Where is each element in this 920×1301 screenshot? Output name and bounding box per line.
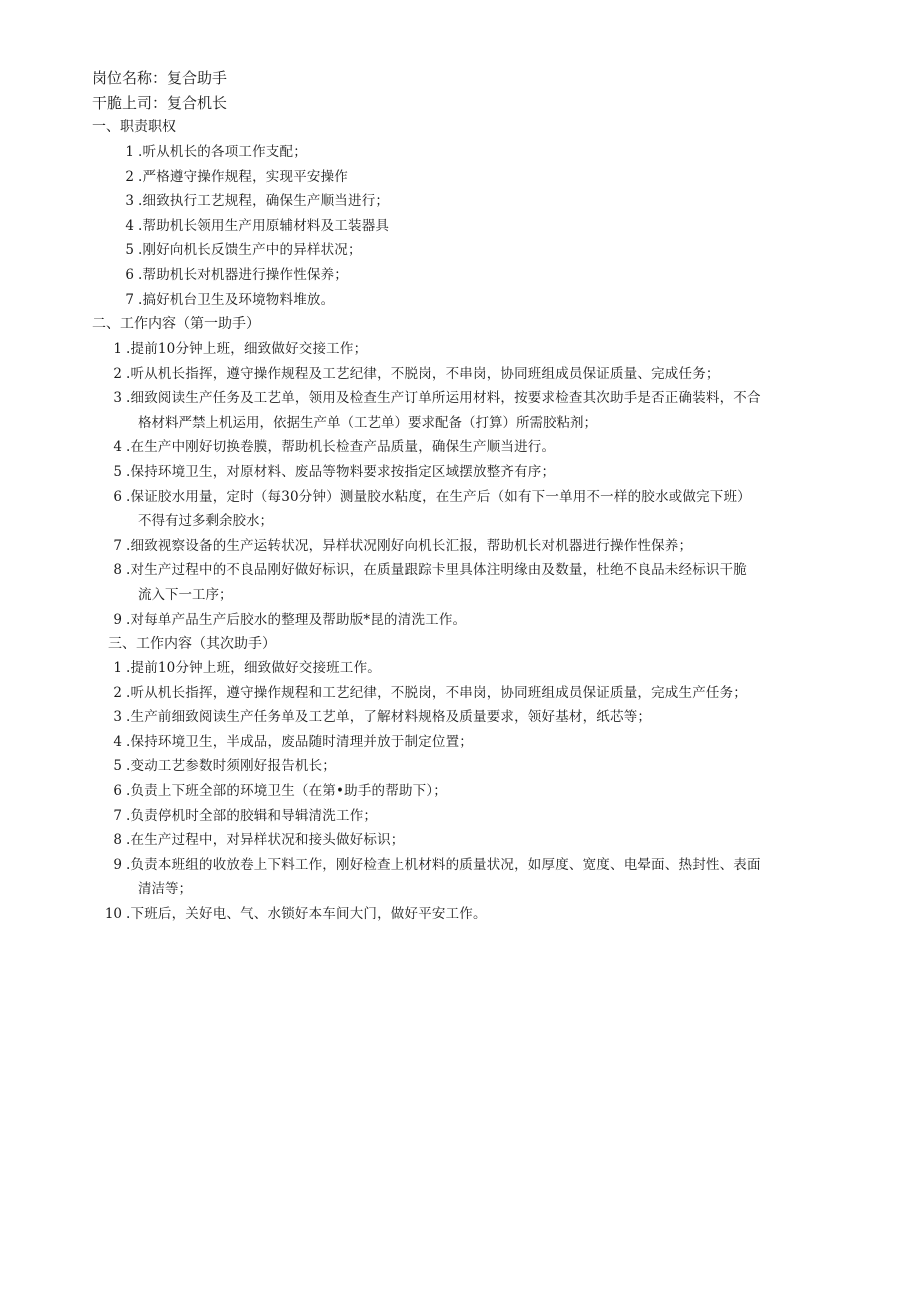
item-number: 2	[113, 684, 122, 701]
list-item	[90, 779, 850, 804]
item-text: .对每单产品生产后胶水的整理及帮助版*昆的清洗工作。	[126, 611, 467, 628]
list-item	[100, 288, 860, 313]
item-text: .负责上下班全部的环境卫生（在第•助手的帮助下）；	[126, 783, 448, 799]
list-item	[90, 853, 850, 878]
item-text: .听从机长指挥，遵守操作规程及工艺纪律，不脱岗，不串岗，协同班组成员保证质量、完成任务；	[126, 365, 720, 382]
item-number: 6	[113, 783, 122, 799]
item-number: 4	[113, 439, 122, 456]
item-text: .细致执行工艺规程，确保生产顺当进行；	[138, 193, 390, 210]
item-text-continuation: 清洁等；	[138, 881, 192, 898]
list-item	[90, 705, 850, 730]
list-item	[90, 902, 850, 927]
item-text: .细致阅读生产任务及工艺单，领用及检查生产订单所运用材料，按要求检查其次助手是否正确装料，不合	[126, 390, 761, 407]
list-item	[100, 238, 860, 263]
item-text-continuation: 流入下一工序；	[138, 587, 233, 603]
item-text-continuation: 不得有过多剩余胶水；	[138, 513, 273, 530]
item-number: 2	[113, 365, 122, 382]
item-number: 7	[113, 807, 122, 824]
item-text: .生产前细致阅读生产任务单及工艺单，了解材料规格及质量要求，领好基材，纸芯等；	[126, 709, 652, 726]
list-item	[90, 337, 850, 362]
item-text: .严格遵守操作规程，实现平安操作	[138, 168, 348, 185]
list-item	[90, 754, 850, 779]
item-text: .保持环境卫生，半成品，废品随时清理并放于制定位置；	[126, 733, 473, 750]
item-number: 8	[113, 562, 122, 579]
item-number: 5	[113, 758, 122, 775]
list-item	[90, 362, 850, 387]
item-number: 2	[125, 168, 134, 185]
item-text: .下班后，关好电、气、水锁好本车间大门，做好平安工作。	[126, 906, 487, 922]
item-number: 5	[113, 464, 122, 480]
position-name-line	[92, 68, 227, 88]
item-text: .在生产过程中，对异样状况和接头做好标识；	[126, 832, 405, 849]
list-item	[100, 140, 860, 165]
item-number: 7	[125, 291, 134, 308]
item-number: 1	[113, 660, 122, 676]
item-number: 3	[113, 390, 122, 407]
item-text: .听从机长指挥，遵守操作规程和工艺纪律，不脱岗，不串岗，协同班组成员保证质量，完成生产任务；	[126, 684, 747, 701]
item-text: .提前10分钟上班，细致做好交接工作；	[126, 341, 368, 357]
item-number: 9	[113, 856, 122, 873]
item-text: .刚好向机长反馈生产中的异样状况；	[138, 242, 362, 259]
position-value: 复合助手	[167, 69, 228, 87]
item-text: .帮助机长对机器进行操作性保养；	[138, 267, 348, 283]
item-number: 6	[125, 267, 134, 283]
item-text: .帮助机长领用生产用原辅材料及工装器具	[138, 217, 390, 234]
item-text: .保持环境卫生，对原材料、废品等物料要求按指定区域摆放整齐有序；	[126, 464, 556, 480]
item-text: .提前10分钟上班，细致做好交接班工作。	[126, 660, 381, 676]
list-item	[90, 804, 850, 829]
item-number: 1	[113, 341, 122, 357]
list-item	[90, 485, 850, 510]
item-number: 3	[113, 709, 122, 726]
list-item	[90, 558, 850, 583]
item-number: 10	[104, 906, 122, 922]
list-item	[90, 730, 850, 755]
list-item	[90, 828, 850, 853]
list-item	[90, 656, 850, 681]
list-item	[90, 386, 850, 411]
item-text: .细致视察设备的生产运转状况，异样状况刚好向机长汇报，帮助机长对机器进行操作性保养；	[126, 537, 693, 554]
item-number: 1	[125, 144, 134, 160]
list-item	[100, 214, 860, 239]
item-text: .负责本班组的收放卷上下料工作，刚好检查上机材料的质量状况，如厚度、宽度、电晕面、热封性、表面	[126, 856, 761, 873]
item-number: 6	[113, 488, 122, 505]
list-item	[100, 189, 860, 214]
position-label: 岗位名称：	[92, 69, 168, 87]
list-item	[100, 165, 860, 190]
list-item	[90, 534, 850, 559]
item-text: .对生产过程中的不良品刚好做好标识，在质量跟踪卡里具体注明缘由及数量，杜绝不良品未经标识干脆	[126, 562, 747, 579]
item-number: 8	[113, 832, 122, 849]
superior-line	[92, 93, 227, 113]
item-number: 4	[113, 733, 122, 750]
list-item	[90, 435, 850, 460]
item-text: .搞好机台卫生及环境物料堆放。	[138, 291, 335, 308]
section-first-assistant-title: 二、工作内容（第一助手）	[92, 316, 260, 332]
list-item	[90, 460, 850, 485]
list-item	[90, 608, 850, 633]
section-second-assistant-title: 三、工作内容（其次助手）	[108, 636, 276, 652]
superior-value: 复合机长	[167, 94, 228, 112]
item-text: .听从机长的各项工作支配；	[138, 144, 307, 160]
item-number: 4	[125, 217, 134, 234]
item-text: .变动工艺参数时须刚好报告机长；	[126, 758, 336, 775]
item-text: .保证胶水用量，定时（每30分钟）测量胶水粘度，在生产后（如有下一单用不一样的胶水或做完下班）	[126, 488, 751, 505]
item-number: 3	[125, 193, 134, 210]
item-number: 5	[125, 242, 134, 259]
section-duties-title: 一、职责职权	[92, 119, 176, 135]
list-item	[100, 263, 860, 288]
item-text: .负责停机时全部的胶辑和导辑清洗工作；	[126, 807, 378, 824]
list-item	[90, 681, 850, 706]
item-text: .在生产中刚好切换卷膜，帮助机长检查产品质量，确保生产顺当进行。	[126, 439, 556, 456]
item-number: 7	[113, 537, 122, 554]
superior-label: 干脆上司：	[92, 94, 168, 112]
item-text-continuation: 格材料严禁上机运用，依据生产单（工艺单）要求配备（打算）所需胶粘剂；	[138, 414, 597, 431]
item-number: 9	[113, 611, 122, 628]
